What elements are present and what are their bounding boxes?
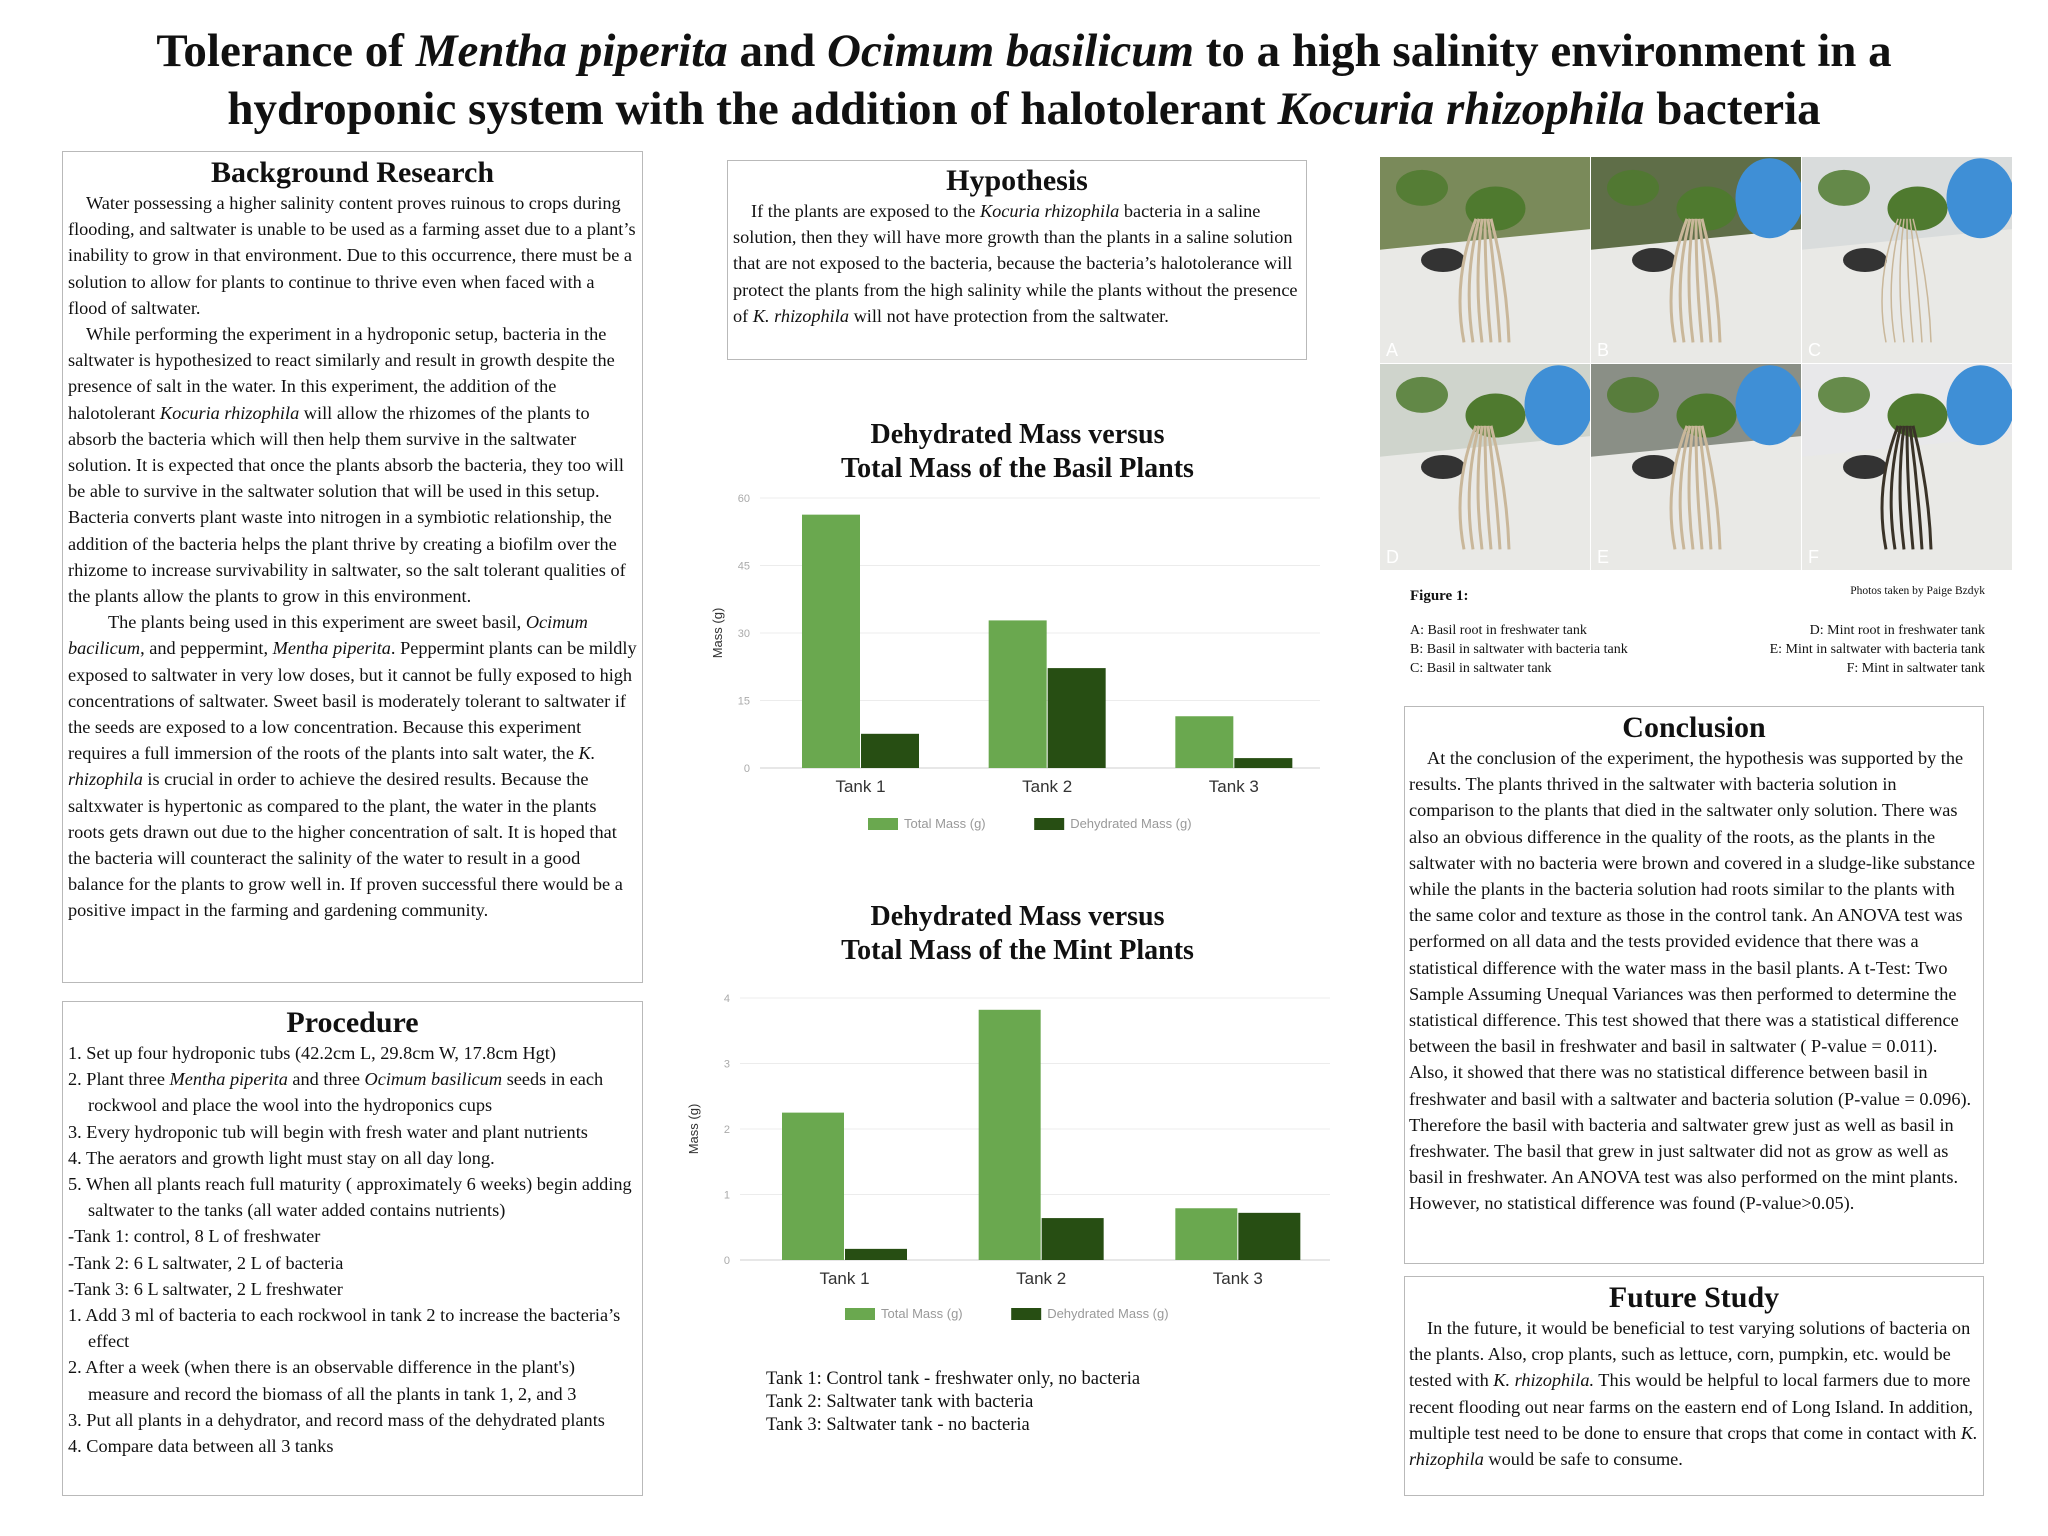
hypothesis-heading: Hypothesis bbox=[946, 164, 1088, 197]
mint-chart-title bbox=[780, 900, 1255, 968]
figure-captions-right bbox=[1770, 621, 1985, 678]
x-category-label: Tank 3 bbox=[1208, 777, 1259, 796]
procedure-box bbox=[62, 1001, 643, 1496]
caption-b: B: Basil in saltwater with bacteria tank bbox=[1410, 642, 1628, 657]
photo-letter: A bbox=[1386, 340, 1399, 360]
future-part: would be safe to consume. bbox=[1483, 1449, 1683, 1470]
tank-key-item: Tank 2: Saltwater tank with bacteria bbox=[766, 1392, 1034, 1412]
photo-e bbox=[1591, 364, 1801, 570]
procedure-species: Mentha piperita bbox=[169, 1069, 288, 1090]
photo-letter: E bbox=[1597, 547, 1610, 567]
procedure-step: 1. Add 3 ml of bacteria to each rockwool in tank 2 to increase the bacteria’s effect bbox=[68, 1305, 621, 1352]
bar-dehydrated-mass bbox=[1234, 758, 1292, 768]
y-tick-label: 15 bbox=[737, 695, 750, 708]
procedure-step: 3. Every hydroponic tub will begin with fresh water and plant nutrients bbox=[68, 1121, 588, 1142]
background-species: Kocuria rhizophila bbox=[159, 402, 300, 423]
photo-credit: Photos taken by Paige Bzdyk bbox=[1850, 585, 1985, 597]
procedure-step: 1. Set up four hydroponic tubs (42.2cm L, 29.8cm W, 17.8cm Hgt) bbox=[68, 1043, 556, 1063]
photo-d bbox=[1380, 364, 1590, 570]
y-tick-label: 3 bbox=[723, 1058, 730, 1071]
future-species: K. rhizophila bbox=[1409, 1422, 1978, 1470]
basil-chart-title-line: Dehydrated Mass versus bbox=[870, 419, 1165, 450]
title-text: and bbox=[727, 25, 828, 77]
procedure-step: 4. Compare data between all 3 tanks bbox=[68, 1436, 334, 1457]
procedure-tank-setup: -Tank 1: control, 8 L of freshwater bbox=[68, 1226, 321, 1247]
y-axis-label: Mass (g) bbox=[710, 607, 725, 659]
legend-swatch bbox=[1034, 818, 1064, 830]
photo-grid bbox=[1380, 157, 2010, 569]
bar-dehydrated-mass bbox=[1042, 1218, 1104, 1260]
procedure-step bbox=[68, 1066, 637, 1118]
procedure-text: seeds in each rockwool and place the wool into the hydroponics cups bbox=[88, 1069, 604, 1116]
title-species-kocuria: Kocuria rhizophila bbox=[1277, 83, 1645, 135]
basil-chart-title-line: Total Mass of the Basil Plants bbox=[841, 453, 1194, 484]
caption-d: D: Mint root in freshwater tank bbox=[1809, 623, 1985, 638]
bar-total-mass bbox=[782, 1113, 844, 1260]
tank-key-item: Tank 3: Saltwater tank - no bacteria bbox=[766, 1415, 1030, 1435]
hypothesis-species: Kocuria rhizophila bbox=[979, 201, 1120, 221]
bar-total-mass bbox=[1175, 716, 1233, 768]
procedure-text: and three bbox=[287, 1069, 365, 1090]
title-line-1 bbox=[60, 22, 1988, 80]
hypothesis-part: If the plants are exposed to the bbox=[751, 201, 980, 221]
legend-swatch bbox=[868, 818, 898, 830]
photo-illustration bbox=[1591, 364, 1801, 570]
future-species: K. rhizophila. bbox=[1493, 1370, 1595, 1391]
photo-illustration bbox=[1802, 157, 2012, 363]
mint-chart-title-line: Total Mass of the Mint Plants bbox=[841, 935, 1194, 966]
figure-captions-left bbox=[1410, 621, 1628, 678]
background-paragraph bbox=[68, 609, 637, 923]
y-tick-label: 60 bbox=[737, 493, 750, 505]
title-text: bacteria bbox=[1644, 83, 1821, 135]
procedure-list bbox=[68, 1040, 637, 1459]
procedure-step: 4. The aerators and growth light must stay on all day long. bbox=[68, 1147, 495, 1168]
future-text bbox=[1409, 1315, 1979, 1472]
title-text: to a high salinity environment in a bbox=[1193, 25, 1892, 77]
tank-key-item: Tank 1: Control tank - freshwater only, no bacteria bbox=[766, 1369, 1141, 1389]
photo-a bbox=[1380, 157, 1590, 363]
procedure-tank-setup: -Tank 2: 6 L saltwater, 2 L of bacteria bbox=[68, 1252, 344, 1273]
basil-chart-title bbox=[780, 418, 1255, 486]
y-tick-label: 45 bbox=[737, 560, 750, 573]
photo-illustration bbox=[1380, 364, 1590, 570]
x-category-label: Tank 1 bbox=[835, 777, 886, 796]
y-tick-label: 1 bbox=[723, 1189, 730, 1202]
photo-letter: B bbox=[1597, 340, 1610, 360]
x-category-label: Tank 2 bbox=[1016, 1269, 1067, 1288]
bar-dehydrated-mass bbox=[845, 1249, 907, 1260]
caption-f: F: Mint in saltwater tank bbox=[1846, 661, 1985, 676]
legend-label: Dehydrated Mass (g) bbox=[1070, 816, 1192, 831]
procedure-step: 3. Put all plants in a dehydrator, and record mass of the dehydrated plants bbox=[68, 1409, 605, 1430]
background-research-box bbox=[62, 151, 643, 983]
x-category-label: Tank 1 bbox=[819, 1269, 870, 1288]
background-text: is crucial in order to achieve the desired results. Because the saltxwater is hypertonic as compared to the plant, the water in the plants roots gets drawn out due to the higher concentration of salt. It is hoped that the bacteria will counteract the salinity of the water to result in a good balance for the plants to grow well in. If proven successful there would be a positive impact in the farming and gardening community. bbox=[68, 769, 623, 921]
background-heading: Background Research bbox=[210, 156, 495, 189]
title-species-ocimum: Ocimum basilicum bbox=[827, 25, 1194, 77]
basil-mass-chart bbox=[700, 484, 1340, 844]
legend-swatch bbox=[1011, 1308, 1041, 1320]
photo-letter: C bbox=[1808, 340, 1821, 360]
photo-c bbox=[1802, 157, 2012, 363]
conclusion-box bbox=[1404, 706, 1984, 1264]
background-body bbox=[68, 190, 637, 924]
y-tick-label: 30 bbox=[737, 628, 750, 640]
title-text: hydroponic system with the addition of halotolerant bbox=[227, 83, 1278, 135]
conclusion-heading: Conclusion bbox=[1622, 711, 1766, 744]
y-tick-label: 0 bbox=[743, 763, 750, 775]
bar-dehydrated-mass bbox=[861, 734, 919, 768]
photo-illustration bbox=[1380, 157, 1590, 363]
background-text: will allow the rhizomes of the plants to absorb the bacteria which will then help them survive in the saltwater solution. It is expected that once the plants absorb the bacteria, they too will be able to survive in the saltwater solution that will be used in this setup. Bacteria converts plant waste into nitrogen in a symbiotic relationship, the addition of the bacteria helps the plant thrive by creating a biofilm over the rhizome to increase survivability in saltwater, so the salt tolerant qualities of the plants allow the plants to grow in this environment. bbox=[68, 402, 626, 607]
legend-label: Total Mass (g) bbox=[881, 1306, 963, 1321]
hypothesis-part: will not have protection from the saltwater. bbox=[849, 305, 1169, 326]
conclusion-text: At the conclusion of the experiment, the hypothesis was supported by the results. The plants thrived in the saltwater with bacteria solution in comparison to the plants that died in the saltwater only solution. There was also an obvious difference in the quality of the roots, as the plants in the saltwater with no bacteria were brown and covered in a sludge-like substance while the plants in the bacteria solution had roots similar to the plants with the same color and texture as those in the control tank. An ANOVA test was performed on all data and the tests provided evidence that there was a statistical difference with the water mass in the basil plants. A t-Test: Two Sample Assuming Unequal Variances was then performed to determine the statistical difference. This test showed that there was a statistical difference between the basil in freshwater and basil in saltwater ( P-value = 0.011). Also, it showed that there was no statistical difference between basil in freshwater and basil with a saltwater and bacteria solution (P-value = 0.096). Therefore the basil with bacteria and saltwater grew just as well as basil in freshwater. The basil that grew in just saltwater did not as grow as well as basil in freshwater. An ANOVA test was also performed on the mint plants. However, no statistical difference was found (P-value>0.05). bbox=[1409, 748, 1975, 1214]
hypothesis-part: bacteria in a saline solution, then they will have more growth than the plants in a saline solution that are not exposed to the bacteria, because the bacteria’s halotolerance will protect the plants from the high salinity while the plants without the presence of bbox=[733, 201, 1298, 326]
hypothesis-box bbox=[727, 160, 1307, 360]
figure-caption bbox=[1410, 583, 1985, 683]
background-species: Ocimum bacilicum bbox=[68, 612, 588, 659]
hypothesis-text bbox=[733, 198, 1301, 329]
photo-b bbox=[1591, 157, 1801, 363]
y-tick-label: 2 bbox=[723, 1124, 730, 1136]
photo-f bbox=[1802, 364, 2012, 570]
photo-letter: D bbox=[1386, 547, 1399, 567]
title-species-mentha: Mentha piperita bbox=[415, 25, 728, 77]
photo-illustration bbox=[1591, 157, 1801, 363]
future-part: In the future, it would be beneficial to test varying solutions of bacteria on the plants. Also, crop plants, such as lettuce, corn, pumpkin, etc. would be tested with bbox=[1409, 1318, 1971, 1391]
photo-letter: F bbox=[1808, 547, 1819, 567]
future-study-box bbox=[1404, 1276, 1984, 1496]
x-category-label: Tank 3 bbox=[1212, 1269, 1263, 1288]
mint-mass-chart bbox=[680, 984, 1340, 1334]
title-text: Tolerance of bbox=[156, 25, 416, 77]
photo-illustration bbox=[1802, 364, 2012, 570]
y-axis-label: Mass (g) bbox=[686, 1103, 701, 1155]
caption-e: E: Mint in saltwater with bacteria tank bbox=[1769, 642, 1985, 657]
background-text: . Peppermint plants can be mildly exposed to saltwater in very low doses, but it cannot be fully exposed to high concentrations of saltwater. Sweet basil is moderately tolerant to saltwater if the seeds are exposed to a low concentration. Because this experiment requires a full immersion of the roots of the plants into salt water, the bbox=[68, 638, 637, 764]
y-tick-label: 4 bbox=[723, 993, 730, 1005]
hypothesis-species: K. rhizophila bbox=[752, 305, 849, 326]
y-tick-label: 0 bbox=[723, 1255, 730, 1267]
background-paragraph: Water possessing a higher salinity content proves ruinous to crops during flooding, and saltwater is unable to be used as a farming asset due to a plant’s inability to grow in that environment. Due to this occurrence, there must be a solution to allow for plants to continue to thrive even when faced with a flood of saltwater. bbox=[68, 193, 636, 318]
background-species: Mentha piperita bbox=[272, 638, 391, 659]
x-category-label: Tank 2 bbox=[1022, 777, 1073, 796]
bar-dehydrated-mass bbox=[1048, 668, 1106, 768]
title-line-2 bbox=[60, 80, 1988, 138]
caption-c: C: Basil in saltwater tank bbox=[1410, 661, 1552, 676]
future-part: This would be helpful to local farmers due to more recent flooding out near farms on the eastern end of Long Island. In addition, multiple test need to be done to ensure that crops that come in contact with bbox=[1409, 1370, 1974, 1443]
bar-total-mass bbox=[979, 1010, 1041, 1260]
caption-a: A: Basil root in freshwater tank bbox=[1410, 623, 1587, 638]
background-text: , and peppermint, bbox=[140, 638, 273, 659]
figure-label: Figure 1: bbox=[1410, 588, 1469, 604]
background-paragraph bbox=[68, 321, 637, 609]
procedure-heading: Procedure bbox=[286, 1006, 419, 1039]
background-species: K. rhizophila bbox=[68, 743, 596, 790]
procedure-species: Ocimum basilicum bbox=[364, 1069, 503, 1090]
procedure-tank-setup: -Tank 3: 6 L saltwater, 2 L freshwater bbox=[68, 1278, 343, 1299]
legend-label: Total Mass (g) bbox=[904, 816, 986, 831]
procedure-step: 2. After a week (when there is an observable difference in the plant's) measure and record the biomass of all the plants in tank 1, 2, and 3 bbox=[68, 1357, 577, 1404]
legend-swatch bbox=[845, 1308, 875, 1320]
bar-total-mass bbox=[1175, 1208, 1237, 1260]
legend-label: Dehydrated Mass (g) bbox=[1047, 1306, 1169, 1321]
bar-dehydrated-mass bbox=[1238, 1213, 1300, 1260]
future-heading: Future Study bbox=[1608, 1281, 1780, 1314]
poster-title bbox=[60, 22, 1988, 138]
tank-key bbox=[766, 1368, 1140, 1437]
mint-chart-title-line: Dehydrated Mass versus bbox=[870, 901, 1165, 932]
background-text: The plants being used in this experiment are sweet basil, bbox=[108, 612, 526, 633]
bar-total-mass bbox=[802, 515, 860, 768]
procedure-text: 2. Plant three bbox=[68, 1069, 170, 1090]
bar-total-mass bbox=[989, 620, 1047, 768]
background-text: While performing the experiment in a hydroponic setup, bacteria in the saltwater is hypothesized to react similarly and result in growth despite the presence of salt in the water. In this experiment, the addition of the halotolerant bbox=[68, 324, 615, 423]
procedure-step: 5. When all plants reach full maturity ( approximately 6 weeks) begin adding saltwater to the tanks (all water added contains nutrients) bbox=[68, 1174, 632, 1221]
